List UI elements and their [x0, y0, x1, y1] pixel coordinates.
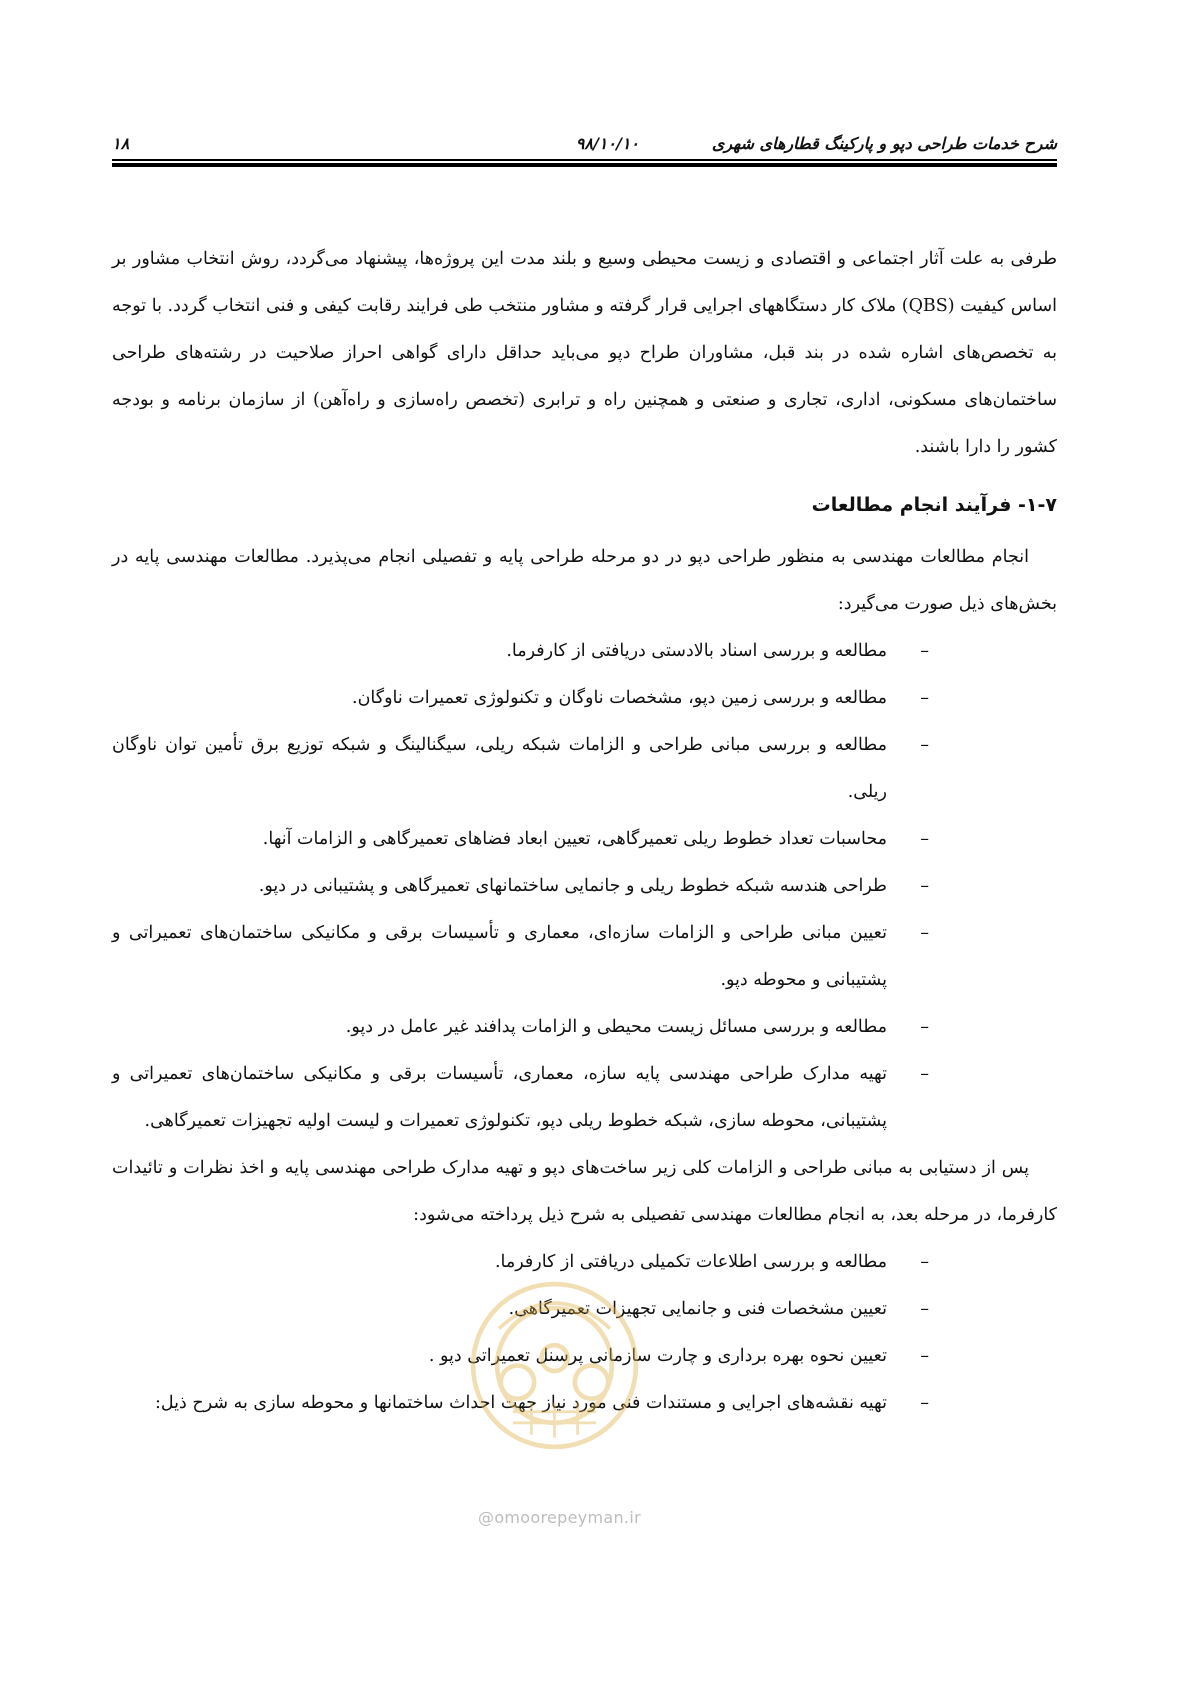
- section-heading: ۱-۷- فرآیند انجام مطالعات: [811, 494, 1057, 516]
- page-number: ۱۸: [112, 134, 130, 153]
- dash-bullet: –: [920, 688, 929, 708]
- list-item: – تعیین نحوه بهره برداری و چارت سازمانی پرسنل تعمیراتی دپو .: [112, 1333, 1057, 1380]
- dash-bullet: –: [920, 735, 929, 755]
- list-item: – مطالعه و بررسی اطلاعات تکمیلی دریافتی از کارفرما.: [112, 1239, 1057, 1286]
- section-paragraph: انجام مطالعات مهندسی به منظور طراحی دپو در دو مرحله طراحی پایه و تفصیلی انجام می‌پذیرد. مطالعات مهندسی پایه در بخش‌های ذیل صورت می‌گیرد:: [112, 547, 1057, 614]
- dash-bullet: –: [920, 1064, 929, 1084]
- document-body: [112, 236, 1057, 1427]
- list-item: – طراحی هندسه شبکه خطوط ریلی و جانمایی ساختمانهای تعمیرگاهی و پشتیبانی در دپو.: [112, 863, 1057, 910]
- dash-bullet: –: [920, 1346, 929, 1366]
- dash-bullet: –: [920, 829, 929, 849]
- dash-bullet: –: [920, 876, 929, 896]
- list-item: – تعیین مبانی طراحی و الزامات سازه‌ای، معماری و تأسیسات برقی و مکانیکی ساختمان‌های تعمیراتی و پشتیبانی و محوطه دپو.: [112, 910, 1057, 1004]
- dash-bullet: –: [920, 923, 929, 943]
- dash-bullet: –: [920, 641, 929, 661]
- document-date: ۹۸/۱۰/۱۰: [575, 134, 639, 153]
- dash-bullet: –: [920, 1299, 929, 1319]
- dash-bullet: –: [920, 1252, 929, 1272]
- list-item: – مطالعه و بررسی مسائل زیست محیطی و الزامات پدافند غیر عامل در دپو.: [112, 1004, 1057, 1051]
- header-divider-thin: [112, 159, 1057, 161]
- dash-bullet: –: [920, 1393, 929, 1413]
- document-title: شرح خدمات طراحی دپو و پارکینگ قطارهای شهری: [711, 134, 1057, 153]
- list-item: – تهیه نقشه‌های اجرایی و مستندات فنی مورد نیاز جهت احداث ساختمانها و محوطه سازی به شرح ذیل:: [112, 1380, 1057, 1427]
- list-item: – تهیه مدارک طراحی مهندسی پایه سازه، معماری، تأسیسات برقی و مکانیکی ساختمان‌های تعمیراتی و پشتیبانی، محوطه سازی، شبکه خطوط ریلی دپو، تکنولوژی تعمیرات و لیست اولیه تجهیزات تعمیرگاهی.: [112, 1051, 1057, 1145]
- dash-bullet: –: [920, 1017, 929, 1037]
- watermark-seal-icon: [462, 1273, 647, 1458]
- page-header: [112, 128, 1057, 168]
- header-divider-thick: [112, 163, 1057, 167]
- list-item: – تعیین مشخصات فنی و جانمایی تجهیزات تعمیرگاهی.: [112, 1286, 1057, 1333]
- list-item: – مطالعه و بررسی اسناد بالادستی دریافتی از کارفرما.: [112, 628, 1057, 675]
- intro-paragraph: طرفی به علت آثار اجتماعی و اقتصادی و زیست محیطی وسیع و بلند مدت این پروژه‌ها، پیشنهاد می‌گردد، روش انتخاب مشاور بر اساس کیفیت (QBS) ملاک کار دستگاههای اجرایی قرار گرفته و مشاور منتخب طی فرایند رقابت کیفی و فنی انتخاب گردد. با توجه به تخصص‌های اشاره شده در بند قبل، مشاوران طراح دپو می‌باید حداقل دارای گواهی احراز صلاحیت در رشته‌های طراحی ساختمان‌های مسکونی، اداری، تجاری و صنعتی و همچنین راه و ترابری (تخصص راه‌سازی و راه‌آهن) از سازمان برنامه و بودجه کشور را دارا باشند.: [112, 249, 1057, 457]
- basic-studies-list: [112, 628, 1057, 1145]
- list-item: – محاسبات تعداد خطوط ریلی تعمیرگاهی، تعیین ابعاد فضاهای تعمیرگاهی و الزامات آنها.: [112, 816, 1057, 863]
- transition-paragraph: پس از دستیابی به مبانی طراحی و الزامات کلی زیر ساخت‌های دپو و تهیه مدارک طراحی مهندسی پایه و اخذ نظرات و تائیدات کارفرما، در مرحله بعد، به انجام مطالعات مهندسی تفصیلی به شرح ذیل پرداخته می‌شود:: [112, 1158, 1057, 1225]
- list-item: – مطالعه و بررسی مبانی طراحی و الزامات شبکه ریلی، سیگنالینگ و شبکه توزیع برق تأمین توان ناوگان ریلی.: [112, 722, 1057, 816]
- list-item: – مطالعه و بررسی زمین دپو، مشخصات ناوگان و تکنولوژی تعمیرات ناوگان.: [112, 675, 1057, 722]
- watermark-url: @omoorepeyman.ir: [478, 1508, 641, 1527]
